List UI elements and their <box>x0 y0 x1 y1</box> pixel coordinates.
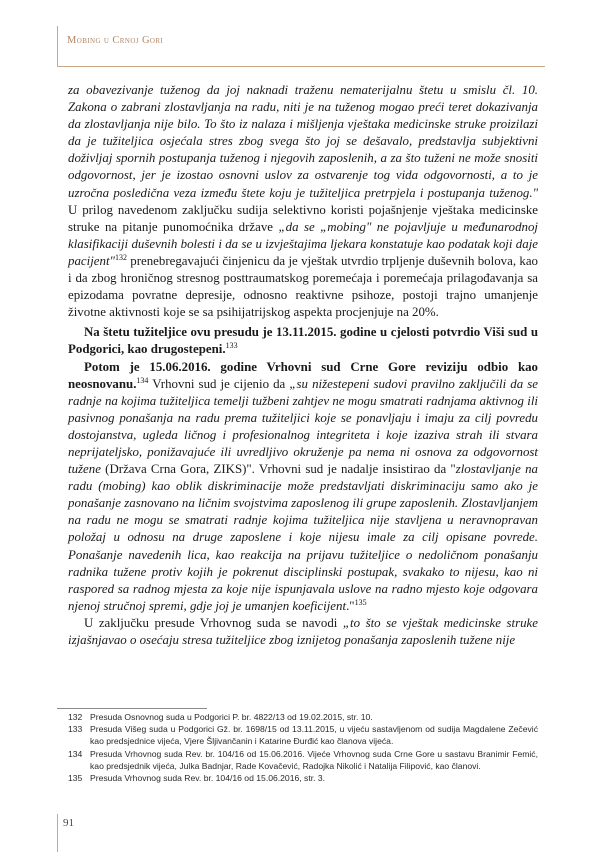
header-vertical-rule <box>57 26 58 66</box>
body-text <box>68 82 538 649</box>
text-run: (Država Crna Gora, ZIKS)". Vrhovni sud je nadalje insistirao da " <box>100 462 456 477</box>
paragraph-2 <box>68 324 538 358</box>
footnote-item <box>68 723 538 747</box>
text-run: prenebregavajući činjenicu da je vještak utvrdio trpljenje duševnih bolova, kao i da zbog hroničnog stresnog posttraumatskog poremećaja i poremećaja prilagođavanja sa epizodama povratne depresije, odnosno reaktivne psihoze, postoji trajno umanjenje životne aktivnosti koje se sa psihijatrijskog aspekta procjenjuje na 20%. <box>68 253 538 320</box>
text-run: U zaključku presude Vrhovnog suda se navodi <box>84 615 343 630</box>
bold-run: Potom je 15.06.2016. godine Vrhovni sud Crne Gore reviziju odbio kao neosnovanu. <box>68 359 538 391</box>
italic-run: zlostavljanje na radu (mobing) kao oblik diskriminacije može predstavljati diskriminaciju samo ako je ponašanje zasnovano na ličnim svojstvima zaposlenog ili grupe zaposlenih. Zlostavljanjem na radu ne mogu se smatrati radnje kojima tužiteljica nije stavljena u neravnopravan položaj u odnosu na druge zaposlene i koje nijesu imale za cilj opisane povrede. Ponašanje navedenih lica, kao reakcija na prijavu tužiteljice o nedoličnom ponašanju radnika tužene protiv kojih je pokrenut disciplinski postupak, svakako to nijesu, kao ni raspored sa radnog mjesta za koje nije ispunjavala uslove na radno mjesto koje odgovara njenoj stručnoj spremi, gdje joj je umanjen koeficijent <box>68 462 538 613</box>
header-horizontal-rule <box>57 66 545 67</box>
footnote-ref: 135 <box>354 597 367 607</box>
italic-run: „da se „mobing" ne pojavljuje u međunarodnoj klasifikaciji duševnih bolesti i da se u izvještajima ljekara konstatuje kao podatak koji daje pacijent" <box>68 219 538 268</box>
footnote-text: Presuda Višeg suda u Podgorici Gž. br. 1698/15 od 13.11.2015, u vijeću sastavljenom od sudija Magdalene Zečević kao predsjednice vijeća, Vjere Šljivančanin i Katarine Đurđić kao članova vijeća. <box>90 724 538 747</box>
italic-run: za obavezivanje tuženog da joj naknadi traženu nematerijalnu štetu u smislu čl. 10. Zakona o zabrani zlostavljanja na radu, niti je na tuženog mogao preći teret dokazivanja da zlostavljanja nije bilo. To što iz nalaza i mišljenja vještaka medicinske struke proizilazi da je tužiteljica osjećala stres zbog svega što joj se dešavalo, predstavlja subjektivni doživljaj spornih postupanja tuženog i njegovih zaposlenih, a za što tuženi ne može snositi odgovornost, jer je izostao osnovni uslov za ostvarenje tog vida odgovornosti, a to je uzročna posledična veza između štete koju je tužiteljica pretrpjela i postupanja tuženog." <box>68 83 538 200</box>
footnote-number: 133 <box>68 724 83 735</box>
paragraph-3 <box>68 359 538 615</box>
footnote-text: Presuda Vrhovnog suda Rev. br. 104/16 od 15.06.2016, str. 3. <box>90 773 326 784</box>
page-number: 91 <box>63 817 74 829</box>
footnote-number: 134 <box>68 748 83 759</box>
footnote-item <box>68 748 538 772</box>
italic-run: „to što se vještak medicinske struke izjašnjavao o osećaju stresa tužiteljice zbog iznijetog ponašanja zaposlenih tužene nije <box>68 615 538 647</box>
text-run: ." <box>346 598 355 613</box>
footer-vertical-rule <box>57 814 58 852</box>
paragraph-4 <box>68 615 538 649</box>
text-run: U prilog navedenom zaključku sudija selektivno koristi pojašnjenje vještaka medicinske struke na pitanje punomoćnika države <box>68 202 538 234</box>
italic-run: „su nižestepeni sudovi pravilno zaključili da se radnje na kojima tužiteljica temelji tužbeni zahtjev ne mogu smatrati radnjama aktivnog ili pasivnog ponašanja na radu prema tužiteljici koje se ponavljaju i imaju za cilj povredu dostojanstva, ugleda ličnog i profesionalnog integriteta i koje izaziva strah ili stvara neprijateljsko, ponižavajuće ili uvredljivo okruženje pa nema ni osnova za odgovornost tužene <box>68 376 539 477</box>
footnote-separator <box>57 708 207 709</box>
paragraph-1 <box>68 82 538 321</box>
text-run: Vrhovni sud je cijenio da <box>148 376 290 391</box>
footnote-item <box>68 711 538 723</box>
bold-run: Na štetu tužiteljice ovu presudu je 13.11.2015. godine u cjelosti potvrdio Viši sud u Podgorici, kao drugostepeni. <box>68 325 538 357</box>
footnote-item <box>68 772 538 784</box>
footnote-text: Presuda Vrhovnog suda Rev. br. 104/16 od 15.06.2016. Vijeće Vrhovnog suda Crne Gore u sastavu Branimir Femić, kao predsjednik vijeća, Julka Badnjar, Rade Kovačević, Radojka Nikolić i Natalija Filipović, kao članovi. <box>90 748 538 771</box>
footnote-ref: 132 <box>114 252 127 262</box>
footnote-number: 135 <box>68 773 83 784</box>
footnotes <box>68 711 538 784</box>
running-head: Mobing u Crnoj Gori <box>67 35 164 46</box>
footnote-text: Presuda Osnovnog suda u Podgorici P. br. 4822/13 od 19.02.2015, str. 10. <box>90 712 373 722</box>
footnote-ref: 133 <box>225 341 238 351</box>
footnote-number: 132 <box>68 712 83 722</box>
footnote-ref: 134 <box>136 375 149 385</box>
